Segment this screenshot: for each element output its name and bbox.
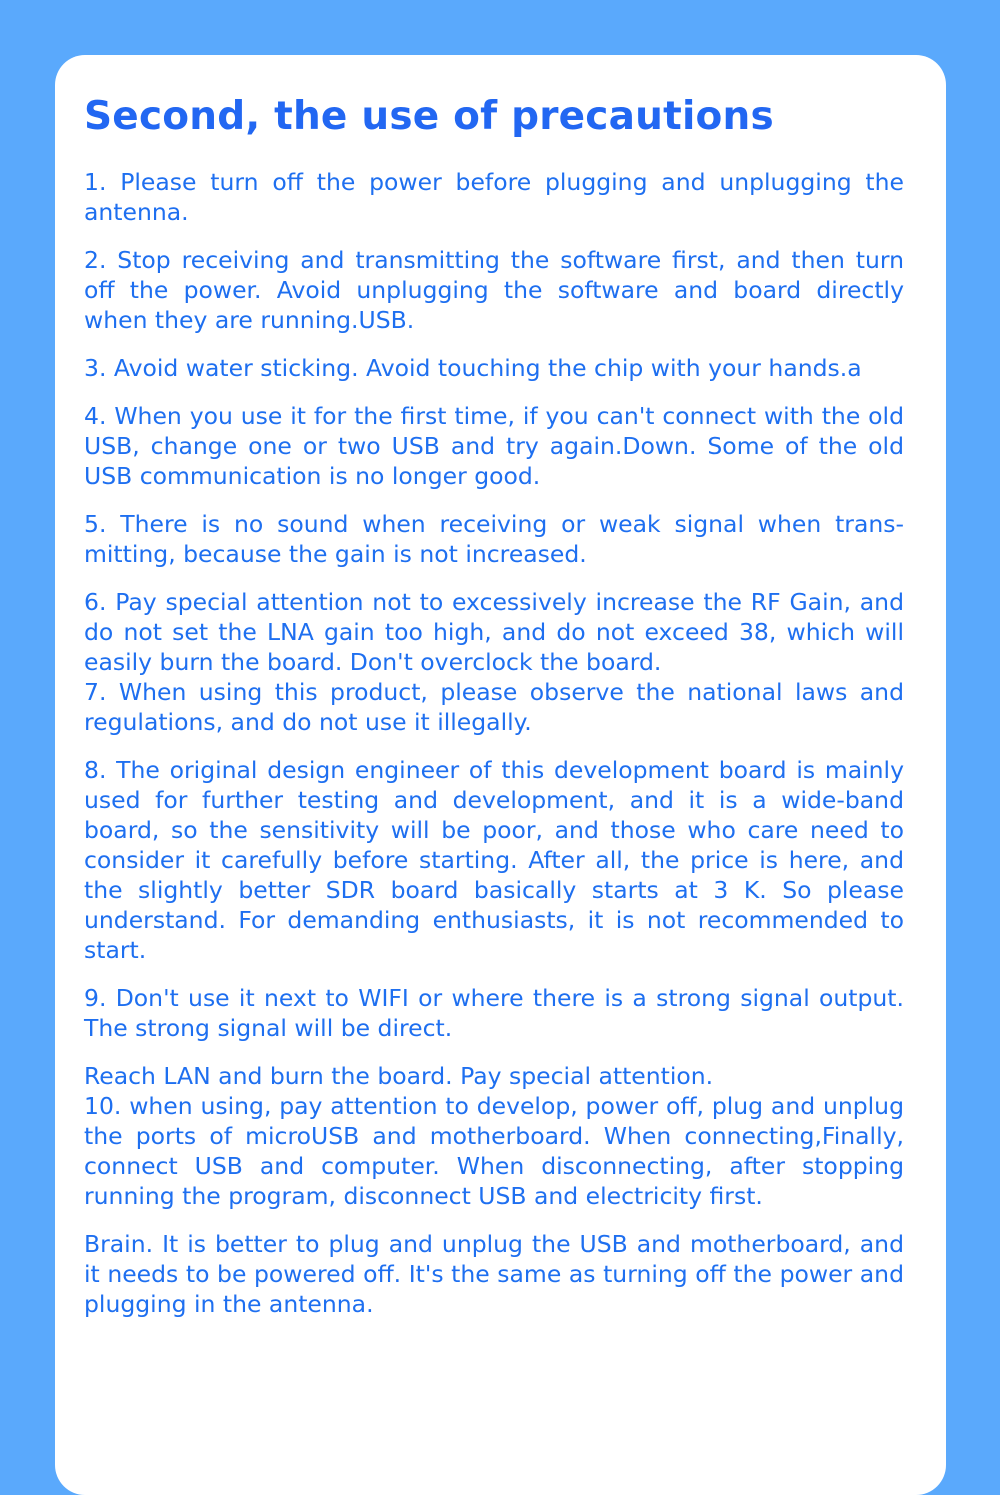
precautions-card (55, 55, 946, 1495)
precaution-item-3: 3. Avoid water sticking. Avoid touching the chip with your hands.a (84, 354, 862, 382)
precaution-item-5: 5. There is no sound when receiving or weak signal when transmitting, because the gain is not increased. (84, 510, 904, 568)
precaution-item-7: 7. When using this product, please observe the national laws and regulations, and do not use it illegally. (84, 678, 904, 736)
precaution-item-4: 4. When you use it for the first time, if you can't connect with the old USB, change one or two USB and try again.Down. Some of the old USB communication is no longer good. (84, 402, 904, 490)
precaution-item-10-continued: Brain. It is better to plug and unplug the USB and motherboard, and it needs to be powered off. It's the same as turning off the power and plugging in the antenna. (84, 1230, 904, 1318)
precaution-item-9: 9. Don't use it next to WIFI or where there is a strong signal output. The strong signal will be direct. (84, 984, 904, 1042)
precaution-item-6: 6. Pay special attention not to excessively increase the RF Gain, and do not set the LNA gain too high, and do not exceed 38, which will easily burn the board. Don't overclock the board. (84, 588, 904, 676)
precaution-item-1: 1. Please turn off the power before plugging and unplugging the antenna. (84, 168, 904, 226)
precaution-item-10: 10. when using, pay attention to develop, power off, plug and unplug the ports of microUSB and motherboard. When connecting,Finally, connect USB and computer. When disconnecting, after stopping running the program, disconnect USB and electricity first. (84, 1092, 904, 1210)
precaution-item-2: 2. Stop receiving and transmitting the software first, and then turn off the power. Avoid unplugging the software and board directly when they are running.USB. (84, 246, 904, 334)
precaution-item-8: 8. The original design engineer of this development board is mainly used for further testing and development, and it is a wide-band board, so the sensitivity will be poor, and those who care need to consider it carefully before starting. After all, the price is here, and the slightly better SDR board basically starts at 3 K. So please understand. For demanding enthusiasts, it is not recommended to start. (84, 756, 904, 964)
page-title: Second, the use of precautions (84, 94, 774, 139)
precaution-item-9-continued: Reach LAN and burn the board. Pay special attention. (84, 1062, 714, 1090)
